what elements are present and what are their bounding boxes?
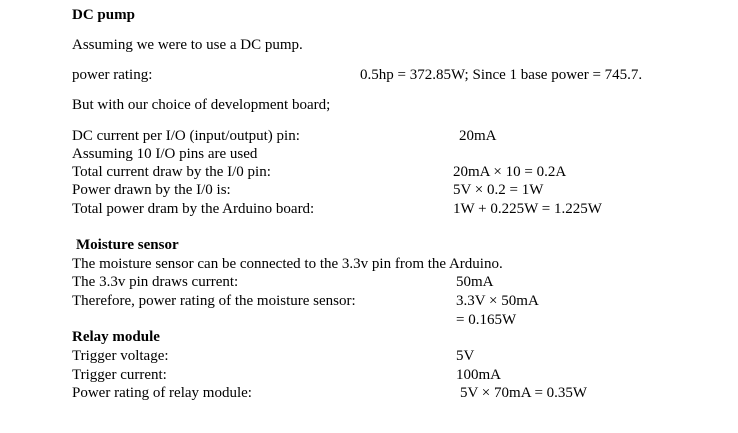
moisture-row-value: 50mA — [456, 274, 494, 290]
moisture-row-value: = 0.165W — [456, 312, 517, 328]
board-note: But with our choice of development board; — [72, 97, 331, 113]
dc-row-label: Assuming 10 I/O pins are used — [72, 146, 258, 162]
dc-row-value: 20mA — [459, 128, 497, 144]
dc-row-label: Power drawn by the I/0 is: — [72, 182, 231, 198]
relay-row-label: Power rating of relay module: — [72, 385, 252, 401]
moisture-row-label: Therefore, power rating of the moisture sensor: — [72, 293, 356, 309]
dc-row-value: 20mA × 10 = 0.2A — [453, 164, 567, 180]
moisture-sensor-intro: The moisture sensor can be connected to the 3.3v pin from the Arduino. — [72, 256, 503, 272]
relay-row-label: Trigger voltage: — [72, 348, 169, 364]
relay-row-value: 5V — [456, 348, 475, 364]
relay-module-heading: Relay module — [72, 329, 160, 345]
dc-row-label: Total power dram by the Arduino board: — [72, 201, 315, 217]
moisture-row-label: The 3.3v pin draws current: — [72, 274, 239, 290]
dc-row-value: 1W + 0.225W = 1.225W — [453, 201, 602, 217]
moisture-row-value: 3.3V × 50mA — [456, 293, 539, 309]
dc-row-label: DC current per I/O (input/output) pin: — [72, 128, 300, 144]
dc-pump-intro: Assuming we were to use a DC pump. — [72, 37, 303, 53]
power-rating-value: 0.5hp = 372.85W; Since 1 base power = 745.7. — [360, 67, 643, 83]
dc-row-value: 5V × 0.2 = 1W — [453, 182, 544, 198]
moisture-sensor-heading: Moisture sensor — [76, 237, 179, 253]
relay-row-value: 100mA — [456, 367, 501, 383]
dc-pump-heading: DC pump — [72, 7, 135, 23]
relay-row-value: 5V × 70mA = 0.35W — [460, 385, 588, 401]
relay-row-label: Trigger current: — [72, 367, 167, 383]
power-rating-label: power rating: — [72, 67, 153, 83]
dc-row-label: Total current draw by the I/0 pin: — [72, 164, 271, 180]
